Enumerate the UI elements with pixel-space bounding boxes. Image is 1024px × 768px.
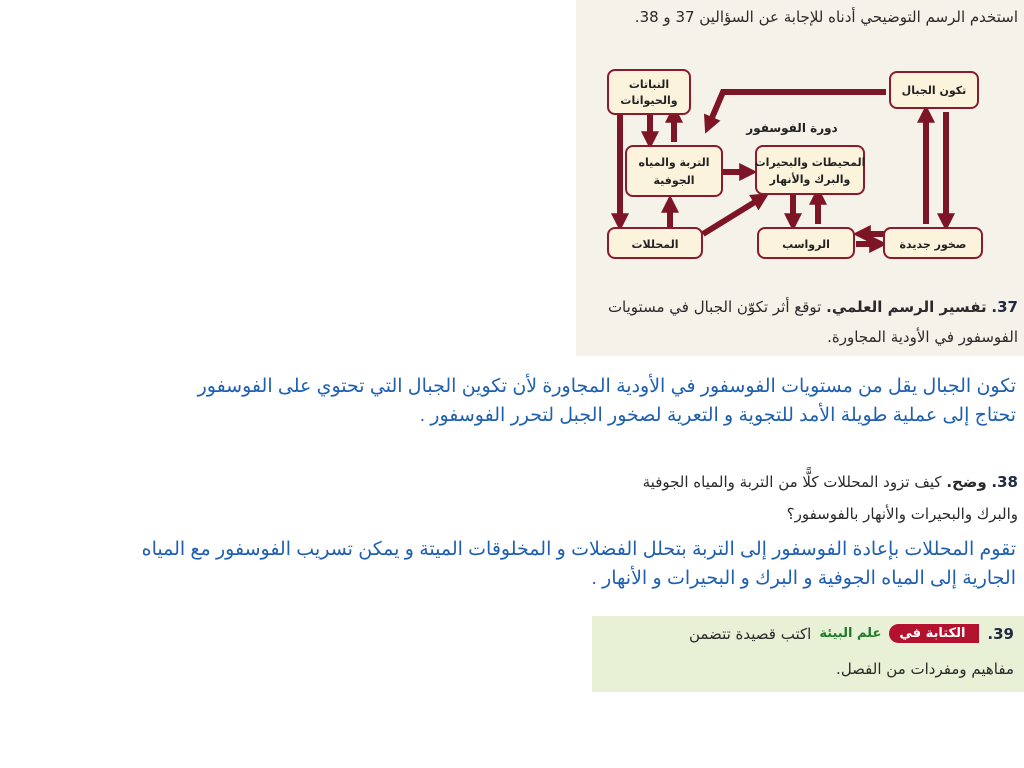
question-38-number: 38. [991,473,1018,491]
svg-text:الجوفية: الجوفية [653,174,695,187]
diagram-title: دورة الفوسفور [746,121,838,135]
question-38-line2: والبرك والبحيرات والأنهار بالفوسفور؟ [786,505,1018,523]
writing-badge: الكتابة في [889,624,979,643]
node-plants-animals [608,70,690,114]
node-mountains [890,72,978,108]
question-37-number: 37. [991,298,1018,316]
node-oceans [755,146,866,194]
question-37 [588,292,1018,352]
question-37-title: تفسير الرسم العلمي. [826,298,987,316]
question-39-number: 39. [987,624,1014,643]
question-38-title: وضح. [946,473,987,491]
svg-text:النباتات: النباتات [628,78,670,91]
question-37-line1: توقع أثر تكوّن الجبال في مستويات [607,298,822,316]
svg-text:تكون الجبال: تكون الجبال [901,84,967,97]
arrow-decomposers-to-oceans [703,197,763,234]
question-39-row1 [689,624,1014,643]
svg-text:والبرك والأنهار: والبرك والأنهار [769,173,851,186]
question-39-line1: اكتب قصيدة تتضمن [688,624,812,643]
answer-37 [10,372,1016,430]
question-39-line2: مفاهيم ومفردات من الفصل. [836,660,1014,678]
phosphorus-cycle-diagram [578,42,998,282]
svg-text:التربة والمياه: التربة والمياه [638,156,710,169]
questions-intro: استخدم الرسم التوضيحي أدناه للإجابة عن السؤالين 37 و 38. [634,8,1018,26]
svg-text:صخور جديدة: صخور جديدة [899,238,967,251]
svg-text:والحيوانات: والحيوانات [620,94,678,107]
environment-badge: علم البيئة [819,626,882,641]
node-new-rocks [884,228,982,258]
question-38-line1: كيف تزود المحللات كلًّا من التربة والمياه الجوفية [642,473,942,491]
node-decomposers [608,228,702,258]
answer-38 [10,535,1016,593]
answer-37-line2: تحتاج إلى عملية طويلة الأمد للتجوية و التعرية لصخور الجبل لتحرر الفوسفور . [419,405,1016,426]
question-38 [570,466,1018,530]
answer-38-line2: الجارية إلى المياه الجوفية و البرك و البحيرات و الأنهار . [591,568,1016,589]
node-soil-groundwater [626,146,722,196]
svg-text:الرواسب: الرواسب [782,238,830,251]
svg-text:المحيطات والبحيرات: المحيطات والبحيرات [754,156,866,169]
node-sediments [758,228,854,258]
answer-38-line1: تقوم المحللات بإعادة الفوسفور إلى التربة بتحلل الفضلات و المخلوقات الميتة و يمكن تسريب الفوسفور مع المياه [141,539,1016,560]
question-39-panel [592,616,1024,692]
question-37-line2: الفوسفور في الأودية المجاورة. [827,328,1018,346]
answer-37-line1: تكون الجبال يقل من مستويات الفوسفور في الأودية المجاورة لأن تكوين الجبال التي تحتوي على الفوسفور [197,376,1016,397]
svg-text:المحللات: المحللات [631,238,679,251]
